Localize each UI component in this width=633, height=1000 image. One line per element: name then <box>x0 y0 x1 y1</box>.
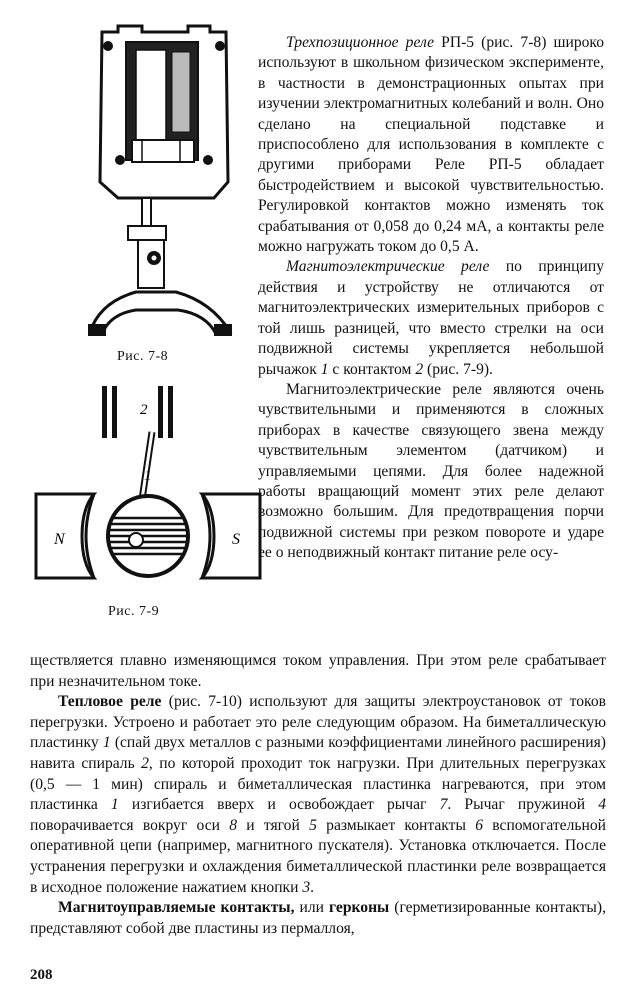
fig79-label-s: S <box>232 531 240 548</box>
figure-7-9-caption: Рис. 7-9 <box>108 604 160 619</box>
fig79-label-1: 1 <box>144 468 152 484</box>
fig79-label-2: 2 <box>140 402 148 418</box>
paragraph-reed-switches: Магнитоуправляемые контакты, или герконы (герметизированные контакты), представляют собой две пластины из пермаллоя, <box>30 899 607 937</box>
paragraph-thermal-relay: Тепловое реле (рис. 7-10) используют для защиты электроустановок от токов перегрузки. Устроено и работает это реле следующим образом. На биметаллическую пластинку 1 (спай двух металлов с разными коэффициентами линейного расширения) навита спираль 2, по которой проходит ток нагрузки. При длительных перегрузках (0,5 — 1 мин) спираль и биметаллическая пластинка нагреваются, при этом пластинка 1 изгибается вверх и освобождает рычаг 7. Рычаг пружиной 4 поворачивается вокруг оси 8 и тягой 5 размыкает контакты 6 вспомогательной оперативной цепи (например, магнитного пускателя). Установка отключается. После устранения перегрузки и охлаждения биметаллической пластинки реле возвращается в исходное положение нажатием кнопки 3. <box>30 693 607 896</box>
fig79-label-n: N <box>54 531 65 548</box>
paragraph-magnetoelectric: Магнитоэлектрические реле по принципу действия и устройству не отличаются от магнитоэлектрических измерительных приборов с той лишь разницей, что вместо стрелки на оси подвижной системы укрепляется небольшой рычажок 1 с контактом 2 (рис. 7-9). <box>258 258 604 378</box>
paragraph-continuation: ществляется плавно изменяющимся током управления. При этом реле срабатывает при незначительном токе. <box>30 652 606 690</box>
figure-7-8-caption: Рис. 7-8 <box>117 349 169 364</box>
page-number: 208 <box>30 967 53 983</box>
figure-7-9-magnetoelectric-relay <box>32 378 264 588</box>
term-three-position-relay: Трехпозиционное реле <box>286 34 435 51</box>
term-thermal-relay: Тепловое реле <box>58 693 162 711</box>
term-magnetically-controlled-contacts: Магнитоуправляемые контакты, <box>58 899 295 917</box>
full-width-text <box>30 651 606 939</box>
paragraph-rp5: Трехпозиционное реле РП-5 (рис. 7-8) широко используют в школьном физическом эксперименте, в частности в демонстрационных опытах при изучении электромагнитных колебаний и волн. Оно сделано на специальной подставке и приспособлено для использования в комплекте с другими приборами Реле РП-5 обладает быстродействием и высокой чувствительностью. Регулировкой контактов можно изменять ток срабатывания от 0,058 до 0,24 мА, а контакты реле можно нагружать током до 0,5 А. <box>258 34 604 256</box>
term-gerkony: герконы <box>329 899 390 917</box>
paragraph-sensitivity: Магнитоэлектрические реле являются очень чувствительными и применяются в сложных приборах в качестве связующего звена между чувствительным элементом (датчиком) и управляемыми цепями. Для более надежной работы вращающий момент этих реле делают возможно большим. Для предотвращения порчи подвижной системы при резком повороте и ударе ее о неподвижный контакт питание реле осу- <box>258 380 604 562</box>
figure-7-8-relay-rp5 <box>80 22 250 347</box>
term-magnetoelectric-relay: Магнитоэлектрические реле <box>286 258 490 276</box>
right-column-text <box>258 33 604 564</box>
